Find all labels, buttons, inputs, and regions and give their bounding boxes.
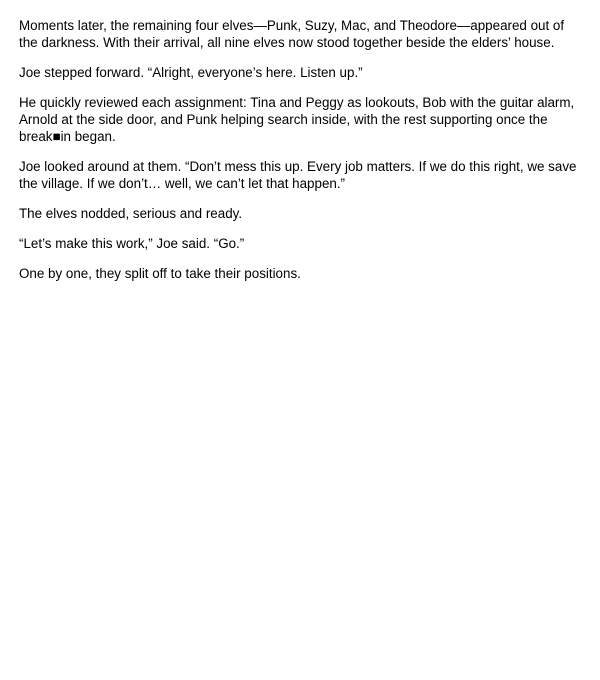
paragraph-1: Moments later, the remaining four elves—Punk, Suzy, Mac, and Theodore—appeared out of the darkness. With their arrival, all nine elves now stood together beside the elders’ house. [19,18,565,50]
paragraph-5: The elves nodded, serious and ready. [19,206,243,221]
paragraph-2: Joe stepped forward. “Alright, everyone’s here. Listen up.” [19,65,363,80]
paragraph-4: Joe looked around at them. “Don’t mess this up. Every job matters. If we do this right, we save the village. If we don’t… well, we can’t let that happen.” [19,159,577,191]
paragraph-6: “Let’s make this work,” Joe said. “Go.” [19,236,245,251]
paragraph-3: He quickly reviewed each assignment: Tina and Peggy as lookouts, Bob with the guitar alarm, Arnold at the side door, and Punk helping search inside, with the rest supporting once the break■in began. [19,95,575,144]
paragraph-7: One by one, they split off to take their positions. [19,266,301,281]
